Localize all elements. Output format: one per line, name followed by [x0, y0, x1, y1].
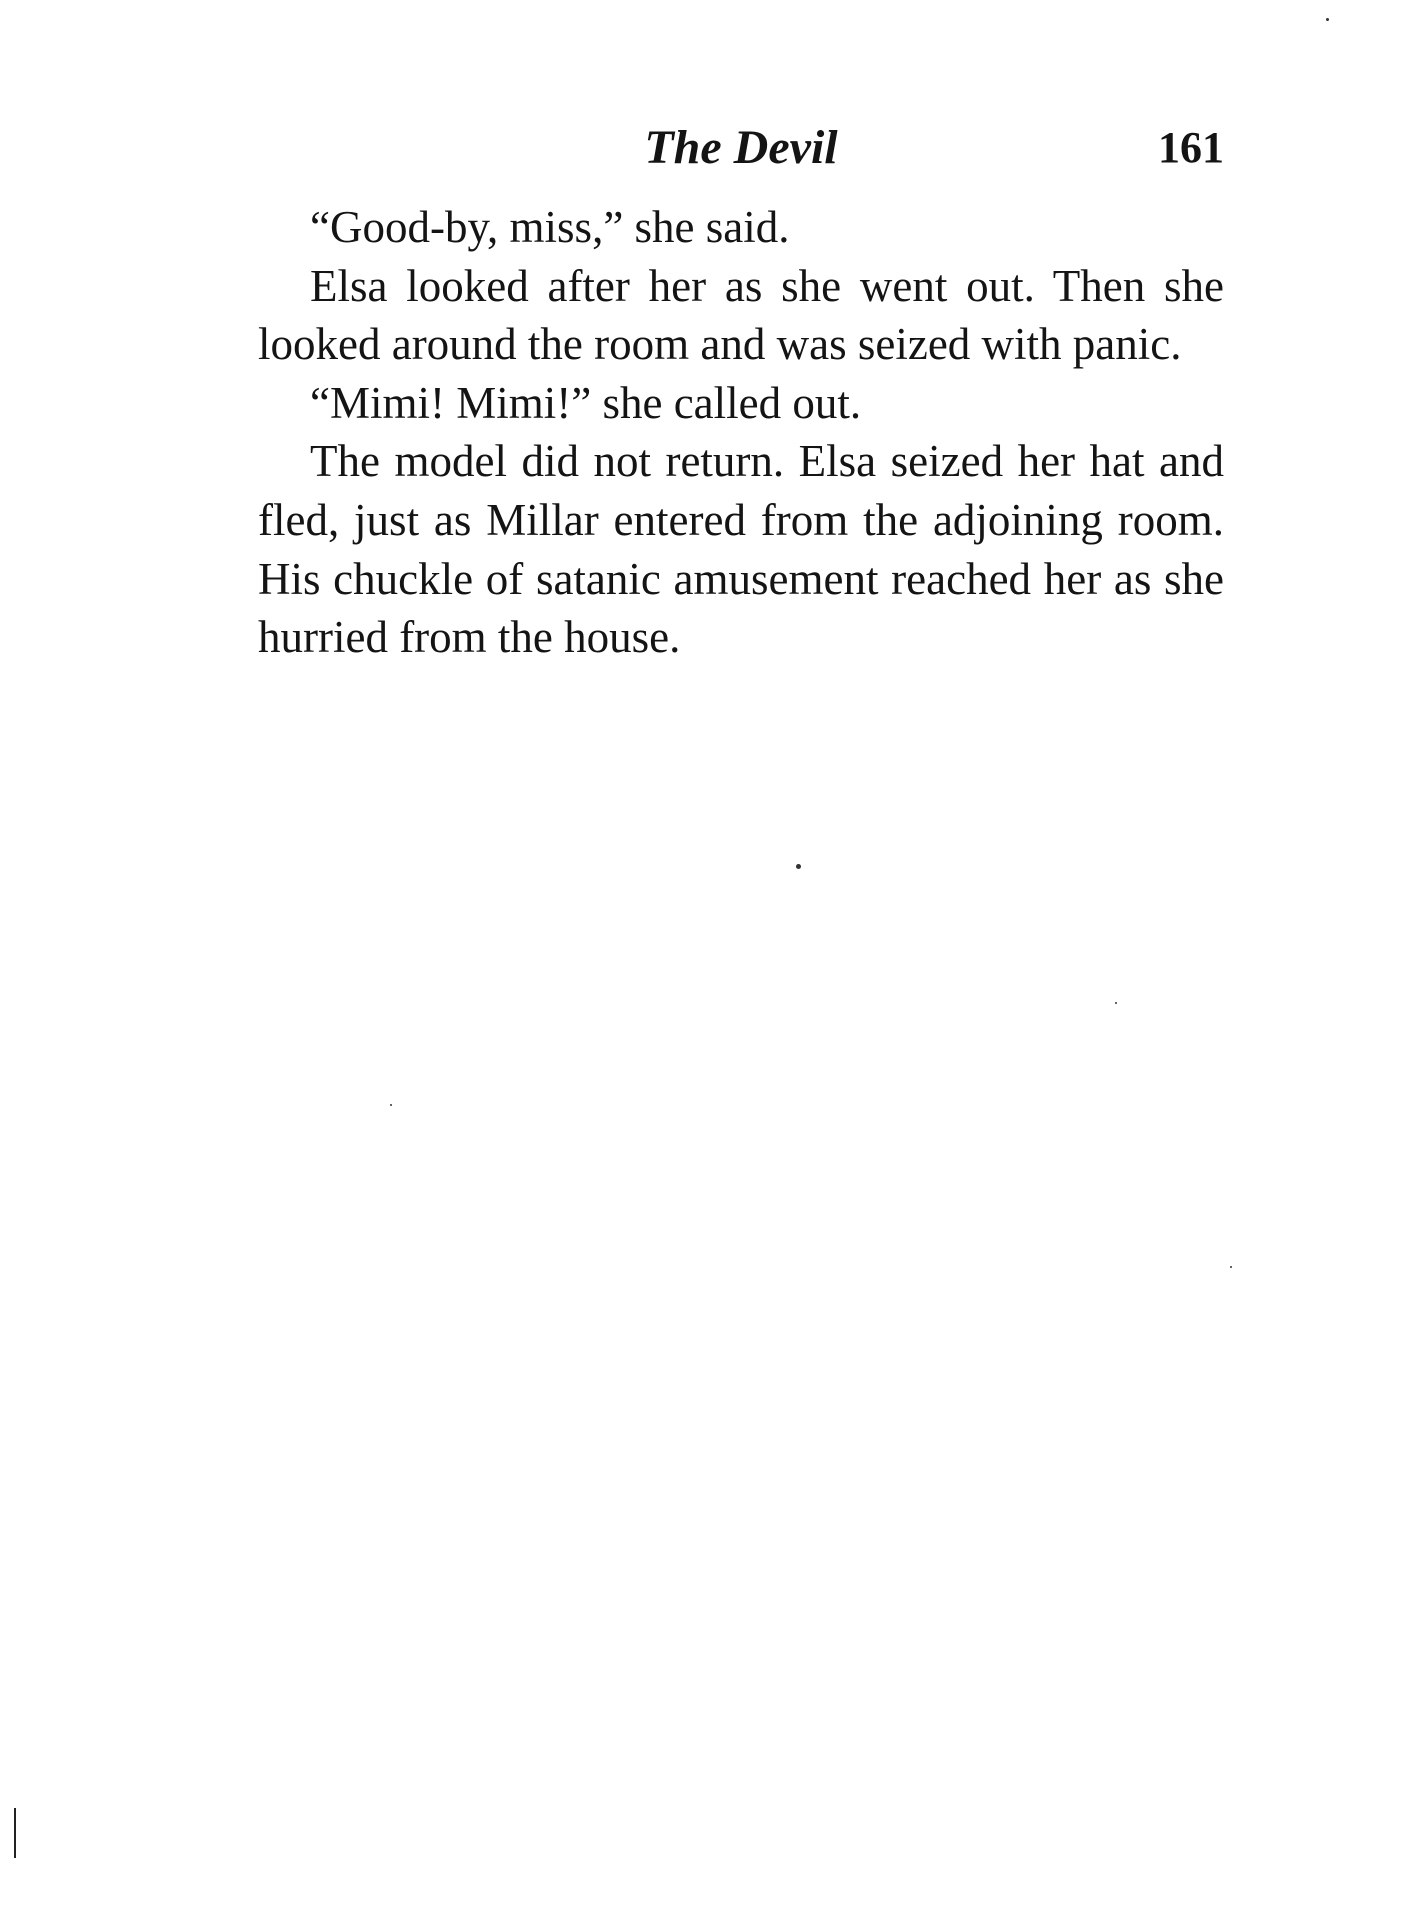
scan-speck: [796, 864, 801, 869]
scan-speck: [390, 1104, 392, 1106]
paragraph: The model did not return. Elsa seized her hat and fled, just as Millar entered from the adjoining room. His chuckle of satanic amusement reached her as she hurried from the house.: [258, 436, 1224, 663]
running-title: The Devil: [644, 121, 838, 174]
scan-speck: [1326, 18, 1329, 21]
scan-speck: [1230, 1266, 1232, 1268]
body-text: [258, 198, 1224, 667]
scan-speck: [1115, 1002, 1117, 1004]
page-number: 161: [1158, 123, 1224, 172]
paragraph: Elsa looked after her as she went out. Then she looked around the room and was seized with panic.: [258, 260, 1224, 370]
paragraph: “Mimi! Mimi!” she called out.: [310, 377, 862, 428]
running-head: [258, 118, 1224, 178]
paragraph: “Good-by, miss,” she said.: [310, 202, 790, 252]
scan-margin-mark: [14, 1808, 16, 1858]
